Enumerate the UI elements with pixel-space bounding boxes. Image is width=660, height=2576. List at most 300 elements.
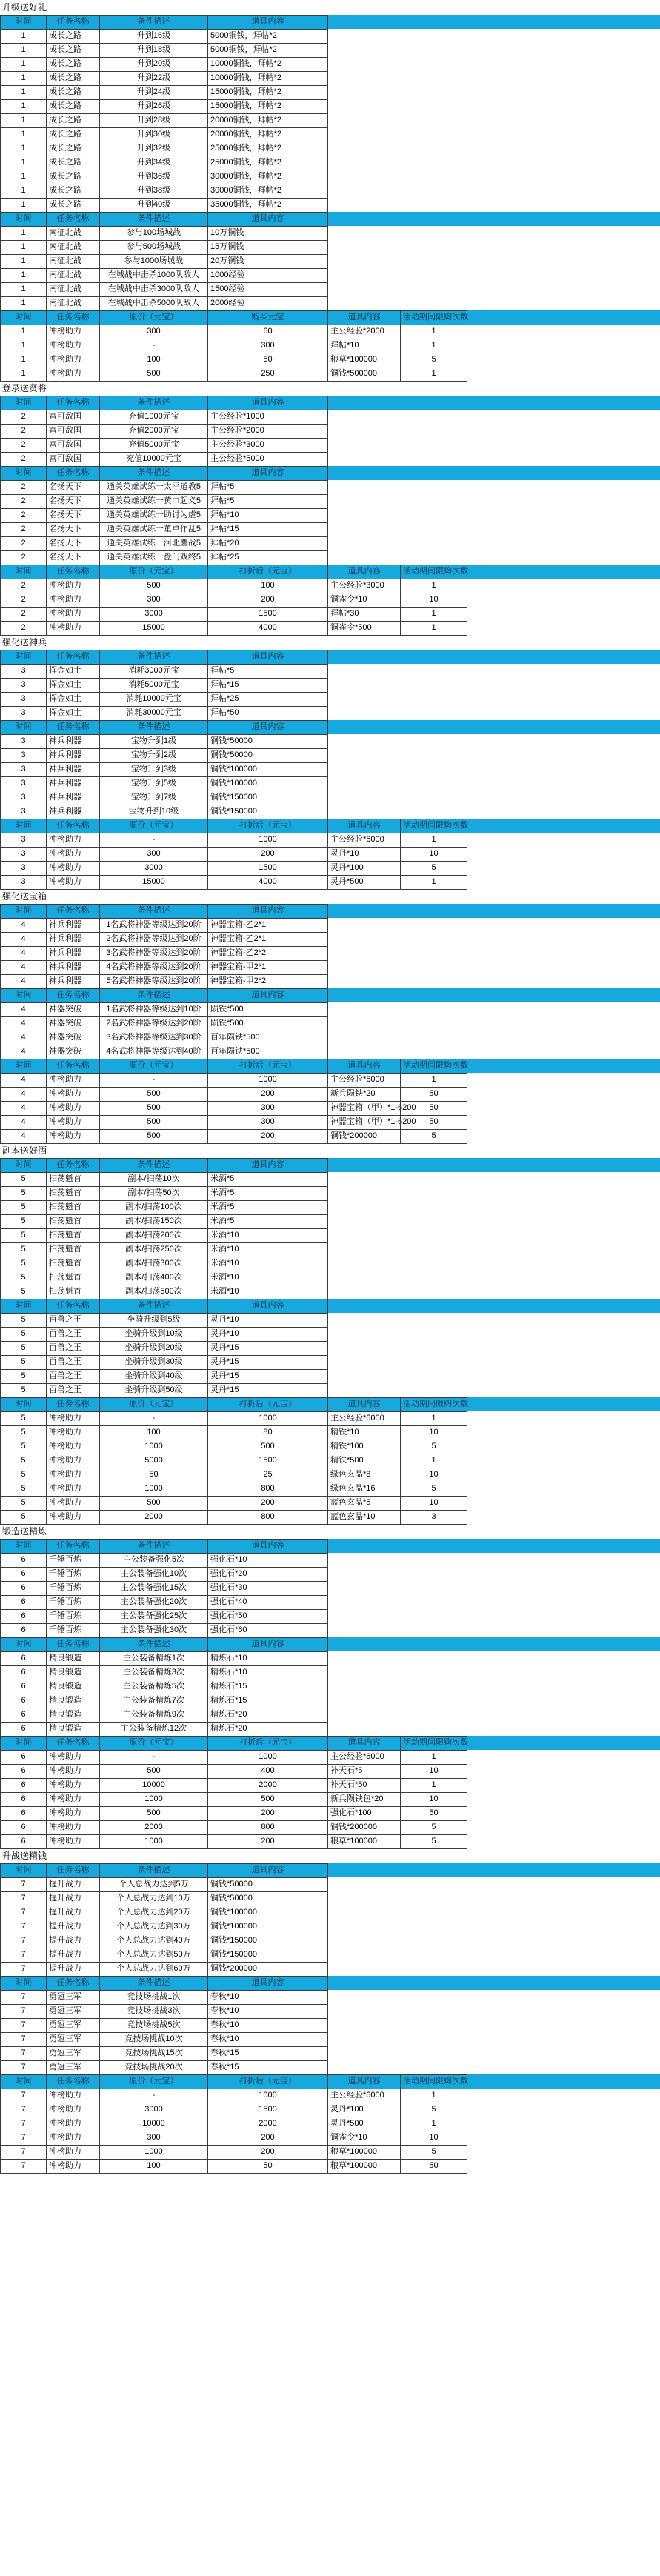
header-cell[interactable]: 任务名称 <box>46 1637 100 1652</box>
table-cell[interactable]: 拜帖*25 <box>207 692 328 707</box>
table-cell[interactable]: 勇冠三军 <box>46 2046 100 2061</box>
table-cell[interactable]: 灵丹*500 <box>327 2117 401 2131</box>
table-cell[interactable]: 南征北战 <box>46 226 100 241</box>
table-cell[interactable]: 5 <box>0 1454 47 1468</box>
table-cell[interactable]: 5 <box>400 2103 467 2117</box>
table-cell[interactable]: - <box>99 1750 208 1765</box>
table-cell[interactable]: 5 <box>0 1186 47 1201</box>
header-cell[interactable]: 条件描述 <box>99 1299 208 1314</box>
table-cell[interactable]: 千锤百炼 <box>46 1623 100 1638</box>
table-cell[interactable]: 冲榜助力 <box>46 1510 100 1525</box>
table-cell[interactable]: 6 <box>0 1651 47 1666</box>
table-cell[interactable]: 成长之路 <box>46 99 100 114</box>
table-cell[interactable]: 千锤百炼 <box>46 1567 100 1582</box>
table-cell[interactable]: 挥金如土 <box>46 692 100 707</box>
table-cell[interactable]: 名扬天下 <box>46 508 100 523</box>
table-cell[interactable]: 主公装备精炼1次 <box>99 1651 208 1666</box>
table-cell[interactable]: 5 <box>0 1355 47 1370</box>
table-cell[interactable]: 10 <box>400 847 467 862</box>
table-cell[interactable]: 神兵利器 <box>46 946 100 961</box>
table-cell[interactable]: 1 <box>400 367 467 382</box>
table-cell[interactable]: 15000铜钱，拜帖*2 <box>207 99 328 114</box>
table-cell[interactable]: 5 <box>0 1496 47 1511</box>
table-cell[interactable]: 通关英雄试练一助讨为虐5 <box>99 508 208 523</box>
table-cell[interactable]: 主公经验*6000 <box>327 2089 401 2103</box>
table-cell[interactable]: 7 <box>0 2145 47 2160</box>
table-cell[interactable]: 1 <box>0 254 47 269</box>
table-cell[interactable]: 精炼石*15 <box>207 1680 328 1694</box>
table-cell[interactable]: 米酒*5 <box>207 1214 328 1229</box>
table-cell[interactable]: 个人总战力达到30万 <box>99 1920 208 1934</box>
header-cell[interactable]: 任务名称 <box>46 1976 100 1991</box>
table-cell[interactable]: 在城战中击杀3000队敌人 <box>99 282 208 297</box>
table-cell[interactable]: 100 <box>99 2159 208 2174</box>
table-cell[interactable]: 铜钱*100000 <box>207 776 328 791</box>
table-cell[interactable]: 主公经验*3000 <box>327 579 401 593</box>
table-cell[interactable]: 3 <box>0 776 47 791</box>
table-cell[interactable]: 扫荡魁首 <box>46 1285 100 1299</box>
table-cell[interactable]: 百兽之王 <box>46 1327 100 1342</box>
table-cell[interactable]: 拜帖*20 <box>207 536 328 551</box>
table-cell[interactable]: 1 <box>400 875 467 890</box>
table-cell[interactable]: 400 <box>207 1764 328 1779</box>
table-cell[interactable]: 4 <box>0 1016 47 1031</box>
table-cell[interactable]: 勇冠三军 <box>46 2060 100 2075</box>
table-cell[interactable]: 升到30级 <box>99 127 208 142</box>
table-cell[interactable]: 成长之路 <box>46 43 100 58</box>
table-cell[interactable]: 千锤百炼 <box>46 1595 100 1610</box>
table-cell[interactable]: 扫荡魁首 <box>46 1200 100 1215</box>
table-cell[interactable]: 1 <box>400 1073 467 1088</box>
table-cell[interactable]: 副本/扫荡250次 <box>99 1242 208 1257</box>
table-cell[interactable]: 成长之路 <box>46 170 100 184</box>
table-cell[interactable]: 铜钱*100000 <box>207 762 328 777</box>
table-cell[interactable]: 4 <box>0 1101 47 1116</box>
header-cell[interactable]: 条件描述 <box>99 720 208 735</box>
header-cell[interactable]: 时间 <box>0 819 47 833</box>
table-cell[interactable]: 冲榜助力 <box>46 1087 100 1102</box>
table-cell[interactable]: 主公装备强化15次 <box>99 1581 208 1596</box>
table-cell[interactable]: 百年陨铁*500 <box>207 1045 328 1059</box>
table-cell[interactable]: 铜钱*500000 <box>327 367 401 382</box>
table-cell[interactable]: 5 <box>400 1820 467 1835</box>
table-cell[interactable]: 精炼石*20 <box>207 1708 328 1723</box>
table-cell[interactable]: 个人总战力达到20万 <box>99 1906 208 1920</box>
table-cell[interactable]: 百兽之王 <box>46 1341 100 1356</box>
table-cell[interactable]: 100 <box>207 579 328 593</box>
table-cell[interactable]: 1 <box>400 1778 467 1793</box>
table-cell[interactable]: 25 <box>207 1468 328 1482</box>
table-cell[interactable]: 7 <box>0 2004 47 2019</box>
table-cell[interactable]: 3名武将神器等级达到30阶 <box>99 1031 208 1045</box>
header-cell[interactable]: 道具内容 <box>327 1397 401 1412</box>
header-cell[interactable]: 时间 <box>0 1736 47 1751</box>
table-cell[interactable]: 主公经验*6000 <box>327 1411 401 1426</box>
table-cell[interactable]: 6 <box>0 1778 47 1793</box>
table-cell[interactable]: 扫荡魁首 <box>46 1271 100 1285</box>
table-cell[interactable]: 春秋*10 <box>207 2032 328 2047</box>
header-cell[interactable]: 时间 <box>0 466 47 481</box>
table-cell[interactable]: 主公装备强化25次 <box>99 1609 208 1624</box>
table-cell[interactable]: 5 <box>0 1285 47 1299</box>
table-cell[interactable]: 扫荡魁首 <box>46 1257 100 1271</box>
table-cell[interactable]: 2 <box>0 480 47 495</box>
header-cell[interactable]: 道具内容 <box>327 565 401 579</box>
table-cell[interactable]: 4 <box>0 1002 47 1017</box>
table-cell[interactable]: 米酒*10 <box>207 1271 328 1285</box>
table-cell[interactable]: 拜帖*30 <box>327 607 401 622</box>
header-cell[interactable]: 条件描述 <box>99 15 208 30</box>
table-cell[interactable]: 3 <box>0 847 47 862</box>
table-cell[interactable]: 宝物升到3级 <box>99 762 208 777</box>
table-cell[interactable]: 2 <box>0 536 47 551</box>
table-cell[interactable]: 35000铜钱，拜帖*2 <box>207 198 328 213</box>
table-cell[interactable]: 1 <box>400 1454 467 1468</box>
header-cell[interactable]: 打折后（元宝） <box>207 819 328 833</box>
table-cell[interactable]: 1000 <box>207 833 328 848</box>
table-cell[interactable]: 精良锻造 <box>46 1694 100 1708</box>
table-cell[interactable]: 消耗3000元宝 <box>99 664 208 679</box>
table-cell[interactable]: 拜帖*25 <box>207 550 328 565</box>
table-cell[interactable]: 200 <box>207 593 328 608</box>
table-cell[interactable]: 富可敌国 <box>46 438 100 453</box>
table-cell[interactable]: 4 <box>0 974 47 989</box>
table-cell[interactable]: 5名武将神器等级达到20阶 <box>99 974 208 989</box>
table-cell[interactable]: 1 <box>0 127 47 142</box>
table-cell[interactable]: 冲榜助力 <box>46 1792 100 1807</box>
header-cell[interactable]: 原价（元宝） <box>99 2074 208 2089</box>
table-cell[interactable]: 5 <box>0 1341 47 1356</box>
table-cell[interactable]: 精炼石*10 <box>207 1665 328 1680</box>
table-cell[interactable]: 800 <box>207 1820 328 1835</box>
header-cell[interactable]: 打折后（元宝） <box>207 2074 328 2089</box>
table-cell[interactable]: 5 <box>0 1425 47 1440</box>
table-cell[interactable]: 强化石*20 <box>207 1567 328 1582</box>
table-cell[interactable]: 神兵利器 <box>46 932 100 947</box>
header-cell[interactable]: 任务名称 <box>46 720 100 735</box>
table-cell[interactable]: 500 <box>207 1792 328 1807</box>
table-cell[interactable]: 5 <box>0 1313 47 1328</box>
table-cell[interactable]: 神兵利器 <box>46 974 100 989</box>
table-cell[interactable]: 3000 <box>99 607 208 622</box>
table-cell[interactable]: 精良锻造 <box>46 1708 100 1723</box>
table-cell[interactable]: 坐骑升级到40级 <box>99 1369 208 1384</box>
table-cell[interactable]: 1000 <box>207 1750 328 1765</box>
table-cell[interactable]: 升到16级 <box>99 29 208 44</box>
table-cell[interactable]: 1 <box>400 339 467 353</box>
header-cell[interactable]: 条件描述 <box>99 988 208 1003</box>
table-cell[interactable]: 冲榜助力 <box>46 2145 100 2160</box>
table-cell[interactable]: 提升战力 <box>46 1906 100 1920</box>
table-cell[interactable]: 拜帖*15 <box>207 678 328 693</box>
table-cell[interactable]: 2 <box>0 508 47 523</box>
table-cell[interactable]: 通关英雄试练一太平道教5 <box>99 480 208 495</box>
table-cell[interactable]: 主公经验*1000 <box>207 410 328 425</box>
table-cell[interactable]: 米酒*10 <box>207 1285 328 1299</box>
table-cell[interactable]: 1500 <box>207 1454 328 1468</box>
table-cell[interactable]: 提升战力 <box>46 1891 100 1906</box>
header-cell[interactable]: 时间 <box>0 650 47 665</box>
table-cell[interactable]: 7 <box>0 2060 47 2075</box>
header-cell[interactable]: 时间 <box>0 988 47 1003</box>
table-cell[interactable]: 5 <box>400 353 467 367</box>
table-cell[interactable]: 南征北战 <box>46 282 100 297</box>
table-cell[interactable]: 升到20级 <box>99 57 208 72</box>
table-cell[interactable]: 1 <box>0 339 47 353</box>
table-cell[interactable]: 宝物升到7级 <box>99 791 208 805</box>
table-cell[interactable]: 7 <box>0 2046 47 2061</box>
table-cell[interactable]: 1 <box>0 142 47 156</box>
table-cell[interactable]: 名扬天下 <box>46 550 100 565</box>
header-cell[interactable]: 时间 <box>0 15 47 30</box>
table-cell[interactable]: 3 <box>0 664 47 679</box>
table-cell[interactable]: 成长之路 <box>46 198 100 213</box>
table-cell[interactable]: 1 <box>400 621 467 636</box>
table-cell[interactable]: 2 <box>0 424 47 439</box>
table-cell[interactable]: 10 <box>400 1468 467 1482</box>
table-cell[interactable]: 2000 <box>99 1510 208 1525</box>
header-cell[interactable]: 任务名称 <box>46 650 100 665</box>
table-cell[interactable]: 500 <box>99 1129 208 1144</box>
table-cell[interactable]: 50 <box>400 1806 467 1821</box>
table-cell[interactable]: 500 <box>99 1101 208 1116</box>
header-cell[interactable]: 时间 <box>0 1158 47 1173</box>
table-cell[interactable]: 5 <box>0 1327 47 1342</box>
table-cell[interactable]: 升到36级 <box>99 170 208 184</box>
table-cell[interactable]: 5 <box>0 1242 47 1257</box>
table-cell[interactable]: 2000 <box>207 1778 328 1793</box>
table-cell[interactable]: 300 <box>99 847 208 862</box>
table-cell[interactable]: 神兵利器 <box>46 776 100 791</box>
table-cell[interactable]: 1000经验 <box>207 268 328 283</box>
table-cell[interactable]: 个人总战力达到10万 <box>99 1891 208 1906</box>
table-cell[interactable]: 神器突破 <box>46 1002 100 1017</box>
table-cell[interactable]: 1 <box>0 226 47 241</box>
table-cell[interactable]: 个人总战力达到50万 <box>99 1948 208 1963</box>
table-cell[interactable]: 米酒*5 <box>207 1200 328 1215</box>
table-cell[interactable]: 春秋*10 <box>207 2018 328 2033</box>
header-cell[interactable]: 任务名称 <box>46 2074 100 2089</box>
header-cell[interactable]: 任务名称 <box>46 904 100 919</box>
table-cell[interactable]: 50 <box>207 353 328 367</box>
table-cell[interactable]: 副本/扫荡150次 <box>99 1214 208 1229</box>
table-cell[interactable]: 6 <box>0 1623 47 1638</box>
table-cell[interactable]: 1 <box>0 29 47 44</box>
table-cell[interactable]: 灵丹*10 <box>207 1313 328 1328</box>
header-cell[interactable]: 任务名称 <box>46 565 100 579</box>
table-cell[interactable]: 精铁*100 <box>327 1440 401 1454</box>
header-cell[interactable]: 打折后（元宝） <box>207 1059 328 1074</box>
table-cell[interactable]: 5 <box>0 1440 47 1454</box>
table-cell[interactable]: 5 <box>0 1369 47 1384</box>
table-cell[interactable]: 200 <box>207 1087 328 1102</box>
header-cell[interactable]: 活动期间限购次数 <box>400 1736 467 1751</box>
table-cell[interactable]: 1000 <box>99 2145 208 2160</box>
table-cell[interactable]: 2000 <box>207 2117 328 2131</box>
table-cell[interactable]: 冲榜助力 <box>46 2159 100 2174</box>
table-cell[interactable]: 1 <box>0 198 47 213</box>
table-cell[interactable]: 通关英雄试练一黄巾起义5 <box>99 494 208 509</box>
header-cell[interactable]: 时间 <box>0 904 47 919</box>
table-cell[interactable]: 扫荡魁首 <box>46 1228 100 1243</box>
table-cell[interactable]: 7 <box>0 1891 47 1906</box>
table-cell[interactable]: 在城战中击杀5000队敌人 <box>99 296 208 311</box>
header-cell[interactable]: 任务名称 <box>46 212 100 227</box>
table-cell[interactable]: - <box>99 1073 208 1088</box>
table-cell[interactable]: 坐骑升级到30级 <box>99 1355 208 1370</box>
table-cell[interactable]: 1 <box>400 2117 467 2131</box>
table-cell[interactable]: 主公装备精炼7次 <box>99 1694 208 1708</box>
table-cell[interactable]: 30000铜钱，拜帖*2 <box>207 170 328 184</box>
table-cell[interactable]: 4 <box>0 1129 47 1144</box>
header-cell[interactable]: 活动期间限购次数 <box>400 1397 467 1412</box>
table-cell[interactable]: 5 <box>0 1228 47 1243</box>
table-cell[interactable]: 挥金如土 <box>46 706 100 721</box>
header-cell[interactable]: 道具内容 <box>207 1539 328 1554</box>
table-cell[interactable]: 5 <box>400 1482 467 1497</box>
table-cell[interactable]: 2000经验 <box>207 296 328 311</box>
table-cell[interactable]: 100 <box>99 1425 208 1440</box>
table-cell[interactable]: 提升战力 <box>46 1948 100 1963</box>
table-cell[interactable]: 4 <box>0 946 47 961</box>
header-cell[interactable]: 任务名称 <box>46 819 100 833</box>
header-cell[interactable]: 道具内容 <box>327 2074 401 2089</box>
table-cell[interactable]: 百兽之王 <box>46 1355 100 1370</box>
table-cell[interactable]: 10 <box>400 1764 467 1779</box>
table-cell[interactable]: 5 <box>0 1257 47 1271</box>
table-cell[interactable]: 200 <box>207 1496 328 1511</box>
table-cell[interactable]: 名扬天下 <box>46 480 100 495</box>
table-cell[interactable]: 4000 <box>207 875 328 890</box>
table-cell[interactable]: 4 <box>0 1087 47 1102</box>
table-cell[interactable]: 新兵陨铁*20 <box>327 1087 401 1102</box>
header-cell[interactable]: 任务名称 <box>46 1299 100 1314</box>
header-cell[interactable]: 任务名称 <box>46 1397 100 1412</box>
table-cell[interactable]: 铜雀令*10 <box>327 593 401 608</box>
table-cell[interactable]: 6 <box>0 1680 47 1694</box>
header-cell[interactable]: 购买元宝 <box>207 310 328 325</box>
table-cell[interactable]: 主公装备精炼9次 <box>99 1708 208 1723</box>
table-cell[interactable]: 强化石*10 <box>207 1553 328 1568</box>
table-cell[interactable]: 冲榜助力 <box>46 1482 100 1497</box>
table-cell[interactable]: 500 <box>99 1115 208 1130</box>
table-cell[interactable]: 升到32级 <box>99 142 208 156</box>
header-cell[interactable]: 道具内容 <box>327 1736 401 1751</box>
table-cell[interactable]: 1000 <box>207 1411 328 1426</box>
header-cell[interactable]: 时间 <box>0 310 47 325</box>
table-cell[interactable]: 成长之路 <box>46 142 100 156</box>
table-cell[interactable]: 1 <box>400 1750 467 1765</box>
table-cell[interactable]: 4 <box>0 1031 47 1045</box>
table-cell[interactable]: 个人总战力达到5万 <box>99 1877 208 1892</box>
table-cell[interactable]: 神器宝箱（甲）*1-6200 <box>327 1115 401 1130</box>
table-cell[interactable]: 500 <box>99 1764 208 1779</box>
table-cell[interactable]: 冲榜助力 <box>46 1129 100 1144</box>
table-cell[interactable]: 5 <box>400 2145 467 2160</box>
table-cell[interactable]: 主公装备强化20次 <box>99 1595 208 1610</box>
table-cell[interactable]: 1 <box>0 367 47 382</box>
table-cell[interactable]: 1 <box>400 833 467 848</box>
table-cell[interactable]: 2 <box>0 522 47 537</box>
table-cell[interactable]: 成长之路 <box>46 71 100 86</box>
table-cell[interactable]: 宝物升到10级 <box>99 805 208 819</box>
table-cell[interactable]: 6 <box>0 1553 47 1568</box>
table-cell[interactable]: 100 <box>99 353 208 367</box>
table-cell[interactable]: 挥金如土 <box>46 678 100 693</box>
table-cell[interactable]: 陨铁*500 <box>207 1016 328 1031</box>
table-cell[interactable]: 6 <box>0 1595 47 1610</box>
table-cell[interactable]: 蓝色玄晶*5 <box>327 1496 401 1511</box>
table-cell[interactable]: 富可敌国 <box>46 410 100 425</box>
table-cell[interactable]: 灵丹*15 <box>207 1341 328 1356</box>
table-cell[interactable]: 冲榜助力 <box>46 2103 100 2117</box>
table-cell[interactable]: 500 <box>99 579 208 593</box>
table-cell[interactable]: 1000 <box>207 2089 328 2103</box>
table-cell[interactable]: 主公装备精炼3次 <box>99 1665 208 1680</box>
table-cell[interactable]: 竞技场挑战15次 <box>99 2046 208 2061</box>
header-cell[interactable]: 时间 <box>0 720 47 735</box>
table-cell[interactable]: 千锤百炼 <box>46 1581 100 1596</box>
table-cell[interactable]: 1000 <box>99 1482 208 1497</box>
header-cell[interactable]: 活动期间限购次数 <box>400 310 467 325</box>
header-cell[interactable]: 时间 <box>0 1299 47 1314</box>
table-cell[interactable]: 20000铜钱，拜帖*2 <box>207 127 328 142</box>
header-cell[interactable]: 道具内容 <box>327 819 401 833</box>
header-cell[interactable]: 道具内容 <box>207 15 328 30</box>
table-cell[interactable]: 富可敌国 <box>46 452 100 467</box>
table-cell[interactable]: 50 <box>400 1087 467 1102</box>
table-cell[interactable]: 1 <box>0 156 47 170</box>
table-cell[interactable]: 副本/扫荡500次 <box>99 1285 208 1299</box>
table-cell[interactable]: 主公装备精炼5次 <box>99 1680 208 1694</box>
table-cell[interactable]: 神器突破 <box>46 1045 100 1059</box>
table-cell[interactable]: 4 <box>0 1045 47 1059</box>
table-cell[interactable]: 提升战力 <box>46 1920 100 1934</box>
table-cell[interactable]: 2 <box>0 607 47 622</box>
table-cell[interactable]: 主公装备强化10次 <box>99 1567 208 1582</box>
header-cell[interactable]: 道具内容 <box>207 1976 328 1991</box>
header-cell[interactable]: 时间 <box>0 565 47 579</box>
table-cell[interactable]: 25000铜钱，拜帖*2 <box>207 156 328 170</box>
table-cell[interactable]: 7 <box>0 1990 47 2005</box>
table-cell[interactable]: 3名武将神器等级达到20阶 <box>99 946 208 961</box>
table-cell[interactable]: 200 <box>207 847 328 862</box>
table-cell[interactable]: 精良锻造 <box>46 1651 100 1666</box>
table-cell[interactable]: 4名武将神器等级达到20阶 <box>99 960 208 975</box>
table-cell[interactable]: 200 <box>207 1129 328 1144</box>
table-cell[interactable]: 百年陨铁*500 <box>207 1031 328 1045</box>
table-cell[interactable]: 神器宝箱-乙2*2 <box>207 946 328 961</box>
table-cell[interactable]: 3 <box>0 762 47 777</box>
table-cell[interactable]: 500 <box>99 1806 208 1821</box>
table-cell[interactable]: 神兵利器 <box>46 791 100 805</box>
header-cell[interactable]: 打折后（元宝） <box>207 565 328 579</box>
table-cell[interactable]: 冲榜助力 <box>46 621 100 636</box>
table-cell[interactable]: 成长之路 <box>46 156 100 170</box>
table-cell[interactable]: 10000铜钱，拜帖*2 <box>207 71 328 86</box>
header-cell[interactable]: 道具内容 <box>207 396 328 410</box>
table-cell[interactable]: 5 <box>0 1214 47 1229</box>
table-cell[interactable]: 1 <box>0 325 47 339</box>
table-cell[interactable]: 200 <box>207 2145 328 2160</box>
table-cell[interactable]: 6 <box>0 1820 47 1835</box>
table-cell[interactable]: 1 <box>0 353 47 367</box>
table-cell[interactable]: 米酒*10 <box>207 1228 328 1243</box>
table-cell[interactable]: 7 <box>0 1877 47 1892</box>
table-cell[interactable]: 铜钱*50000 <box>207 1891 328 1906</box>
table-cell[interactable]: 名扬天下 <box>46 522 100 537</box>
table-cell[interactable]: 4 <box>0 1073 47 1088</box>
